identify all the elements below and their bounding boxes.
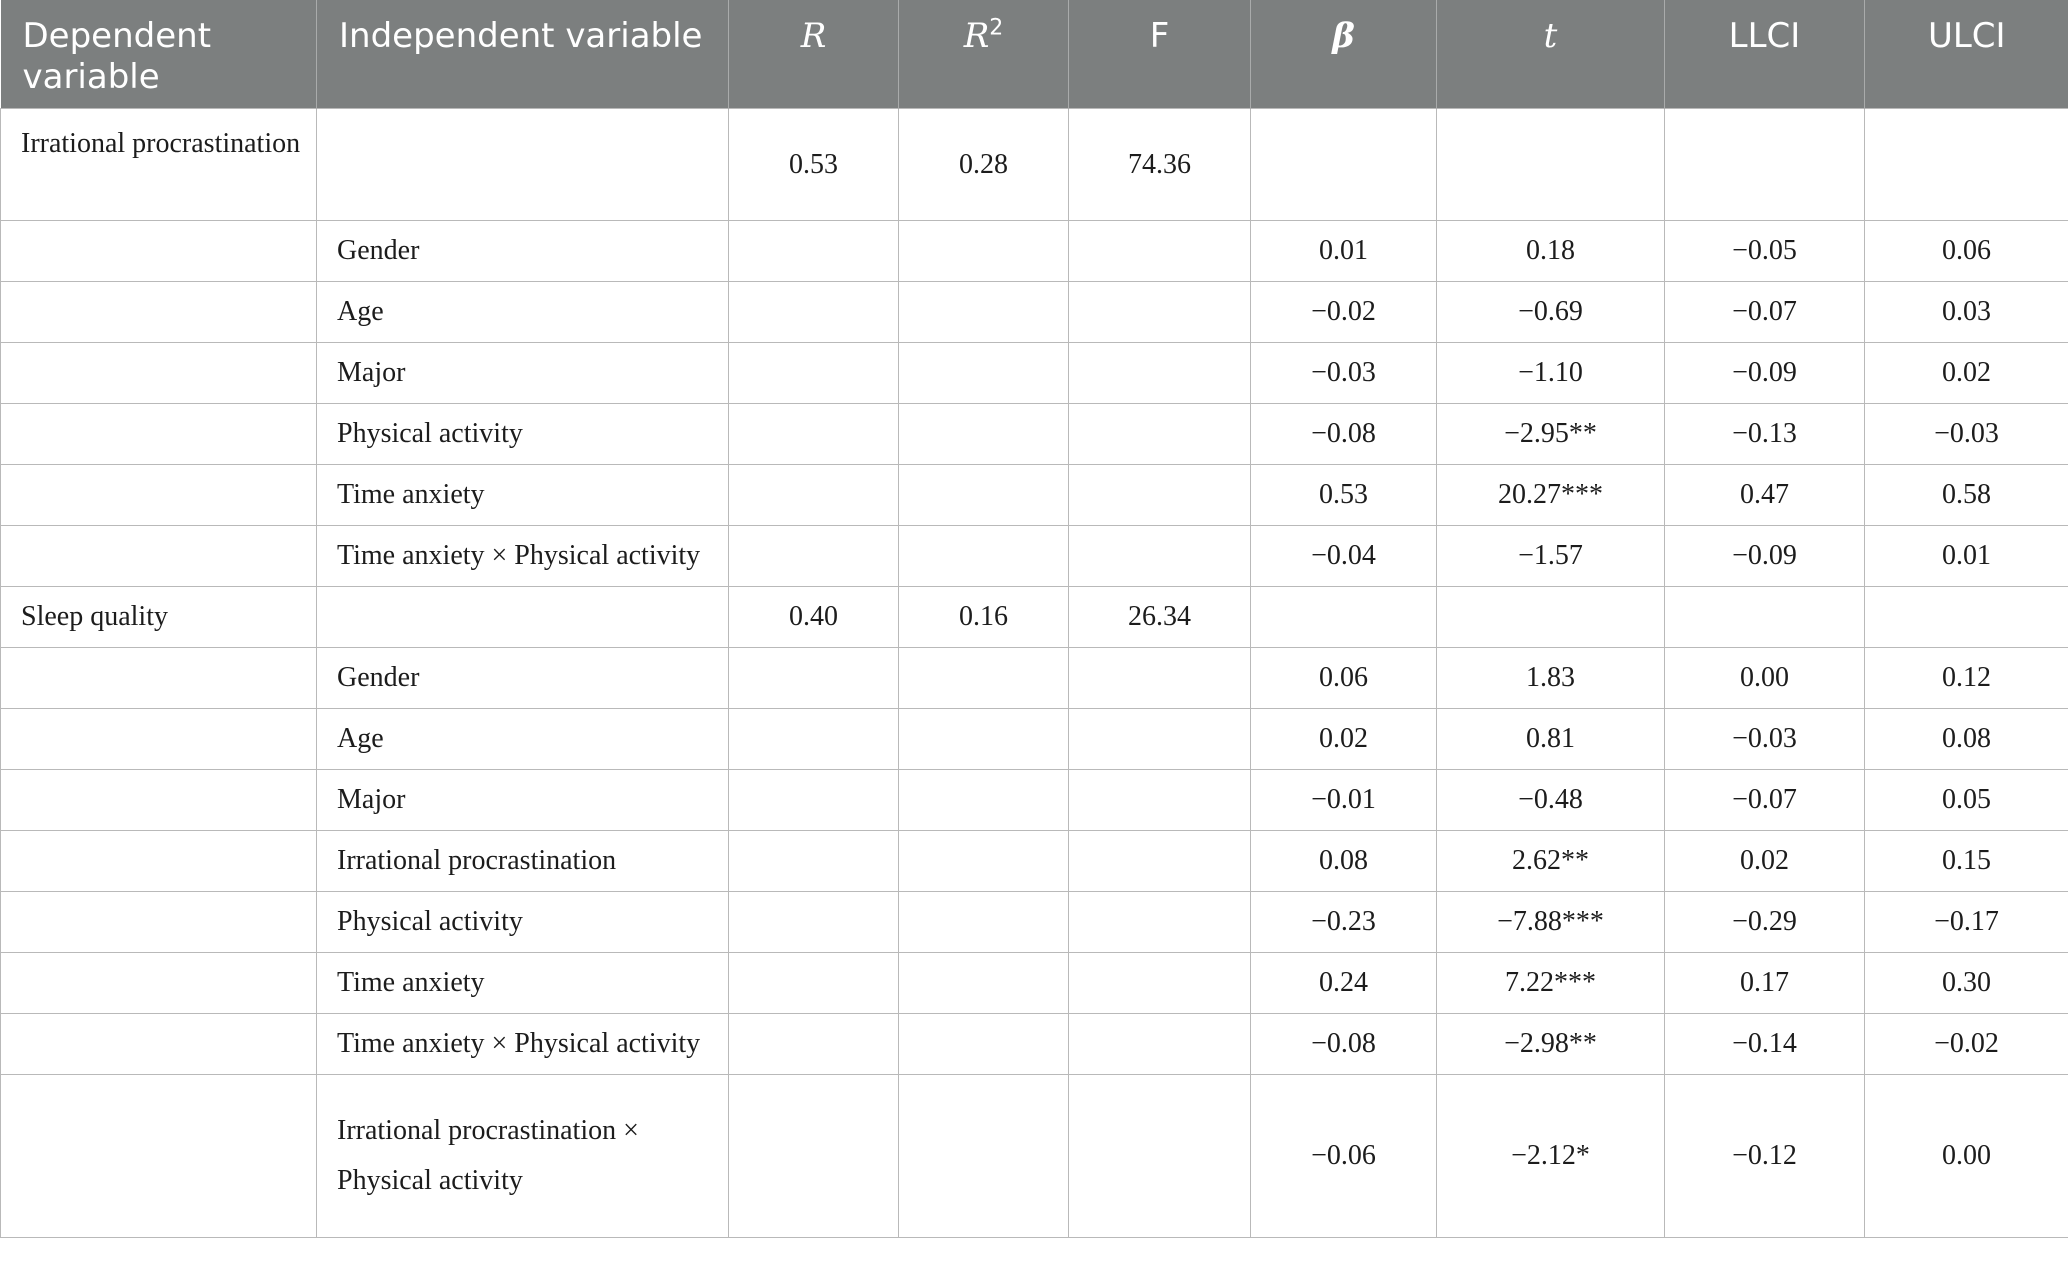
cell-f [1069, 282, 1251, 343]
header-t-text: t [1543, 16, 1558, 56]
cell-beta: −0.23 [1251, 892, 1437, 953]
cell-llci: 0.47 [1665, 465, 1865, 526]
cell-t: 2.62** [1437, 831, 1665, 892]
cell-beta: 0.06 [1251, 648, 1437, 709]
cell-r2 [899, 831, 1069, 892]
cell-beta: −0.08 [1251, 1014, 1437, 1075]
header-r2-base: R [963, 16, 990, 56]
cell-llci: −0.14 [1665, 1014, 1865, 1075]
cell-r2 [899, 282, 1069, 343]
cell-r [729, 526, 899, 587]
cell-llci: 0.00 [1665, 648, 1865, 709]
cell-dependent [1, 953, 317, 1014]
cell-r [729, 1014, 899, 1075]
table-row [1, 221, 2068, 282]
cell-f [1069, 526, 1251, 587]
cell-t [1437, 109, 1665, 221]
cell-r [729, 892, 899, 953]
cell-llci: −0.07 [1665, 770, 1865, 831]
cell-independent: Major [317, 770, 729, 831]
cell-independent: Gender [317, 221, 729, 282]
cell-f [1069, 648, 1251, 709]
cell-t: 0.81 [1437, 709, 1665, 770]
cell-dependent [1, 709, 317, 770]
cell-independent: Irrational procrastination [317, 831, 729, 892]
cell-ulci [1865, 587, 2068, 648]
cell-beta: −0.02 [1251, 282, 1437, 343]
cell-t: −0.69 [1437, 282, 1665, 343]
cell-dependent [1, 892, 317, 953]
cell-f [1069, 343, 1251, 404]
cell-independent: Irrational procrastination × Physical activity [317, 1075, 729, 1238]
table-row [1, 109, 2068, 221]
cell-dependent [1, 1014, 317, 1075]
header-dependent-variable: Dependent variable [1, 0, 317, 109]
cell-ulci: 0.12 [1865, 648, 2068, 709]
cell-r [729, 343, 899, 404]
cell-f [1069, 770, 1251, 831]
cell-llci: −0.29 [1665, 892, 1865, 953]
cell-t: 20.27*** [1437, 465, 1665, 526]
cell-llci: 0.17 [1665, 953, 1865, 1014]
cell-dependent [1, 1075, 317, 1238]
cell-dependent [1, 404, 317, 465]
cell-t: −0.48 [1437, 770, 1665, 831]
cell-llci: −0.07 [1665, 282, 1865, 343]
cell-f [1069, 1014, 1251, 1075]
cell-ulci [1865, 109, 2068, 221]
cell-beta [1251, 109, 1437, 221]
cell-r2 [899, 221, 1069, 282]
cell-f [1069, 404, 1251, 465]
cell-r2 [899, 953, 1069, 1014]
cell-r [729, 282, 899, 343]
cell-dependent: Sleep quality [1, 587, 317, 648]
cell-independent: Age [317, 282, 729, 343]
cell-ulci: 0.15 [1865, 831, 2068, 892]
cell-r2 [899, 465, 1069, 526]
table-row [1, 831, 2068, 892]
cell-llci: 0.02 [1665, 831, 1865, 892]
cell-f: 74.36 [1069, 109, 1251, 221]
cell-r2 [899, 892, 1069, 953]
header-r-text: R [800, 16, 827, 56]
cell-ulci: 0.03 [1865, 282, 2068, 343]
cell-dependent [1, 770, 317, 831]
header-beta [1251, 0, 1437, 109]
cell-r2 [899, 526, 1069, 587]
cell-dependent [1, 221, 317, 282]
cell-beta: −0.03 [1251, 343, 1437, 404]
cell-r2 [899, 343, 1069, 404]
cell-r [729, 831, 899, 892]
cell-t: −2.95** [1437, 404, 1665, 465]
cell-ulci: 0.05 [1865, 770, 2068, 831]
cell-r [729, 404, 899, 465]
cell-f [1069, 953, 1251, 1014]
cell-f [1069, 221, 1251, 282]
cell-beta: 0.08 [1251, 831, 1437, 892]
cell-independent: Time anxiety × Physical activity [317, 1014, 729, 1075]
cell-beta: 0.24 [1251, 953, 1437, 1014]
cell-ulci: 0.58 [1865, 465, 2068, 526]
cell-ulci: 0.08 [1865, 709, 2068, 770]
cell-llci: −0.12 [1665, 1075, 1865, 1238]
cell-r2: 0.16 [899, 587, 1069, 648]
cell-beta: −0.04 [1251, 526, 1437, 587]
cell-t: 7.22*** [1437, 953, 1665, 1014]
cell-r [729, 709, 899, 770]
header-llci: LLCI [1665, 0, 1865, 109]
cell-t: 1.83 [1437, 648, 1665, 709]
cell-t: 0.18 [1437, 221, 1665, 282]
cell-r2 [899, 1075, 1069, 1238]
cell-r2 [899, 648, 1069, 709]
cell-f [1069, 892, 1251, 953]
cell-beta: 0.02 [1251, 709, 1437, 770]
cell-independent: Physical activity [317, 892, 729, 953]
header-independent-variable: Independent variable [317, 0, 729, 109]
cell-independent [317, 109, 729, 221]
cell-f [1069, 831, 1251, 892]
cell-f: 26.34 [1069, 587, 1251, 648]
cell-r2 [899, 404, 1069, 465]
cell-dependent [1, 465, 317, 526]
cell-ulci: 0.06 [1865, 221, 2068, 282]
cell-r [729, 770, 899, 831]
cell-beta: 0.53 [1251, 465, 1437, 526]
cell-ulci: −0.17 [1865, 892, 2068, 953]
cell-llci [1665, 587, 1865, 648]
cell-ulci: 0.02 [1865, 343, 2068, 404]
table-row [1, 1075, 2068, 1238]
cell-dependent [1, 343, 317, 404]
cell-independent: Age [317, 709, 729, 770]
table-row [1, 465, 2068, 526]
header-r-squared [899, 0, 1069, 109]
cell-ulci: 0.30 [1865, 953, 2068, 1014]
cell-independent: Time anxiety × Physical activity [317, 526, 729, 587]
header-f: F [1069, 0, 1251, 109]
table-row [1, 587, 2068, 648]
table-row [1, 709, 2068, 770]
cell-dependent [1, 648, 317, 709]
cell-t: −2.98** [1437, 1014, 1665, 1075]
cell-f [1069, 465, 1251, 526]
cell-independent: Time anxiety [317, 465, 729, 526]
cell-ulci: 0.01 [1865, 526, 2068, 587]
cell-r: 0.40 [729, 587, 899, 648]
cell-r2 [899, 709, 1069, 770]
cell-dependent [1, 282, 317, 343]
table-row [1, 892, 2068, 953]
cell-beta: 0.01 [1251, 221, 1437, 282]
cell-llci: −0.03 [1665, 709, 1865, 770]
header-t [1437, 0, 1665, 109]
table-row [1, 343, 2068, 404]
cell-dependent [1, 526, 317, 587]
header-ulci: ULCI [1865, 0, 2068, 109]
cell-independent: Gender [317, 648, 729, 709]
cell-llci: −0.05 [1665, 221, 1865, 282]
table-row [1, 1014, 2068, 1075]
cell-r [729, 1075, 899, 1238]
table-row [1, 648, 2068, 709]
cell-independent: Major [317, 343, 729, 404]
header-r2-superscript: 2 [989, 15, 1004, 41]
cell-r [729, 953, 899, 1014]
table-row [1, 404, 2068, 465]
header-r [729, 0, 899, 109]
cell-r: 0.53 [729, 109, 899, 221]
cell-dependent: Irrational procrastination [1, 109, 317, 221]
table-row [1, 953, 2068, 1014]
cell-t: −1.57 [1437, 526, 1665, 587]
cell-f [1069, 709, 1251, 770]
cell-r2 [899, 1014, 1069, 1075]
table-row [1, 282, 2068, 343]
cell-llci: −0.09 [1665, 526, 1865, 587]
table-header-row [1, 0, 2068, 109]
cell-ulci: −0.03 [1865, 404, 2068, 465]
cell-r2 [899, 770, 1069, 831]
cell-llci: −0.09 [1665, 343, 1865, 404]
cell-r [729, 221, 899, 282]
header-beta-text: β [1332, 16, 1355, 56]
cell-t: −7.88*** [1437, 892, 1665, 953]
table-row [1, 770, 2068, 831]
cell-llci [1665, 109, 1865, 221]
cell-r [729, 465, 899, 526]
cell-independent: Time anxiety [317, 953, 729, 1014]
cell-independent: Physical activity [317, 404, 729, 465]
cell-ulci: −0.02 [1865, 1014, 2068, 1075]
cell-ulci: 0.00 [1865, 1075, 2068, 1238]
cell-t: −1.10 [1437, 343, 1665, 404]
cell-r2: 0.28 [899, 109, 1069, 221]
cell-dependent [1, 831, 317, 892]
cell-beta: −0.06 [1251, 1075, 1437, 1238]
cell-llci: −0.13 [1665, 404, 1865, 465]
cell-t: −2.12* [1437, 1075, 1665, 1238]
cell-beta: −0.08 [1251, 404, 1437, 465]
table-row [1, 526, 2068, 587]
cell-independent [317, 587, 729, 648]
cell-beta: −0.01 [1251, 770, 1437, 831]
cell-beta [1251, 587, 1437, 648]
cell-t [1437, 587, 1665, 648]
cell-f [1069, 1075, 1251, 1238]
cell-r [729, 648, 899, 709]
